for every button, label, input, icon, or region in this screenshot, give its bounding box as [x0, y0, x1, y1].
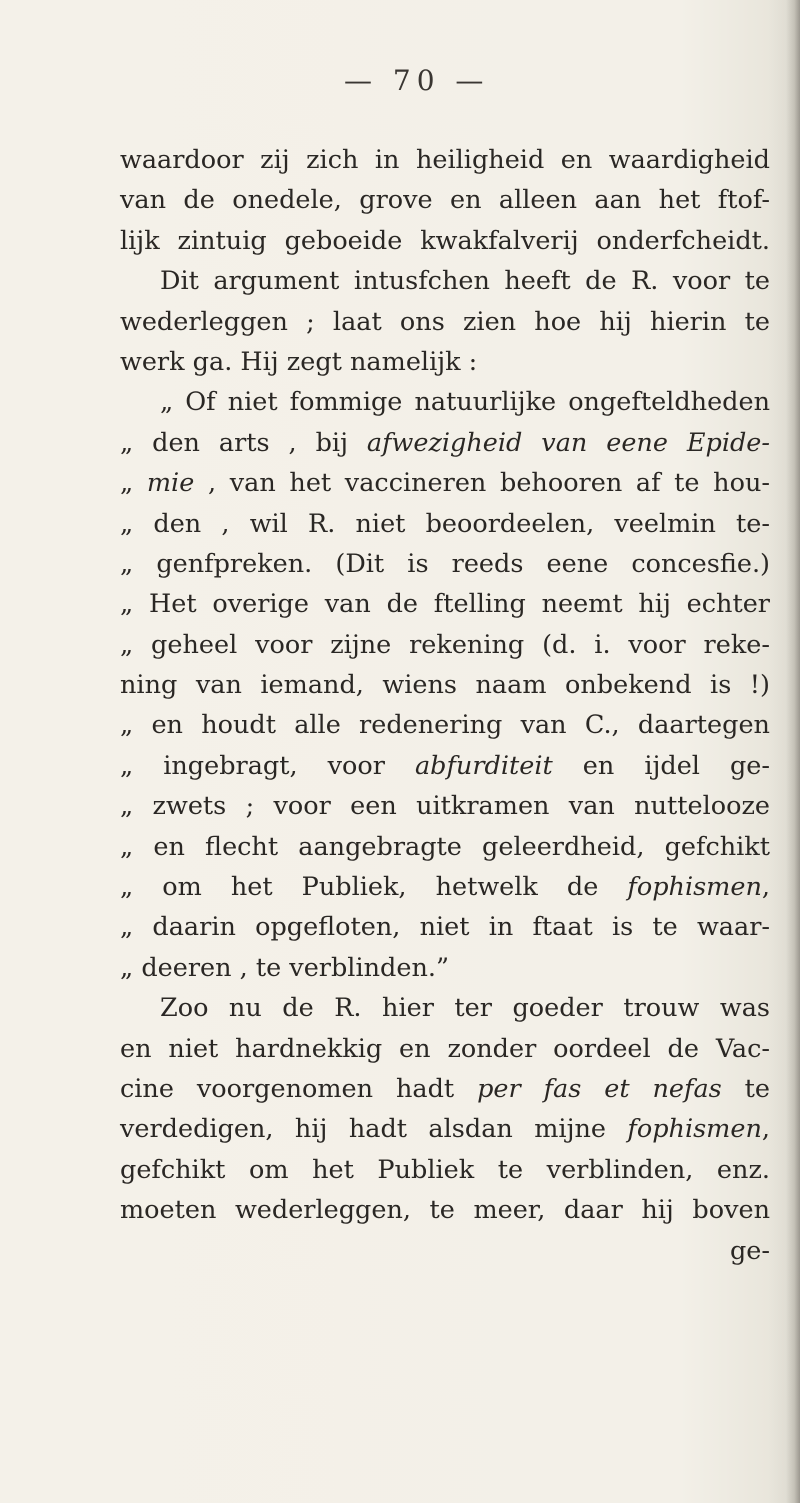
quote-line: „ den arts , bij afwezigheid van eene Epide- — [120, 427, 771, 458]
quote-line: „ mie , van het vaccineren behooren af te hou- — [120, 468, 770, 499]
text-line: gefchikt om het Publiek te verblinden, enz. — [120, 1154, 770, 1185]
quote-line: „ Het overige van de ftelling neemt hij echter — [120, 589, 770, 620]
text-line: werk ga. Hij zegt namelijk : — [120, 346, 478, 377]
text-line: van de onedele, grove en alleen aan het ftof- — [120, 185, 770, 216]
text-line: verdedigen, hij hadt alsdan mijne fophismen, — [120, 1114, 770, 1145]
quote-line: „ deeren , te verblinden.” — [120, 952, 450, 983]
text-line: cine voorgenomen hadt per fas et nefas te — [120, 1073, 770, 1104]
quote-line: „ den , wil R. niet beoordeelen, veelmin te- — [120, 508, 770, 539]
text-line: Dit argument intusfchen heeft de R. voor te — [160, 266, 770, 297]
text-line: waardoor zij zich in heiligheid en waardigheid — [120, 145, 770, 175]
quote-line: „ om het Publiek, hetwelk de fophismen, — [120, 872, 770, 903]
quote-line: „ geheel voor zijne rekening (d. i. voor reke- — [120, 629, 770, 660]
text-line: lijk zintuig geboeide kwakfalverij onderfcheidt. — [120, 225, 770, 256]
quote-line: „ zwets ; voor een uitkramen van nutteloozе — [120, 791, 770, 822]
text-line: wederleggen ; laat ons zien hoe hij hierin te — [120, 306, 770, 337]
quote-line: „ genfpreken. (Dit is reeds eene concesfie.) — [120, 548, 770, 579]
catchword: ge- — [729, 1235, 770, 1266]
body-text — [120, 140, 770, 1271]
page-edge-shadow — [786, 0, 800, 1503]
quote-line: ning van iemand, wiens naam onbekend is !) — [120, 670, 770, 701]
text-line: moeten wederleggen, te meer, daar hij boven — [120, 1195, 770, 1226]
quote-line: „ en houdt alle redenering van C., daartegen — [120, 710, 770, 741]
text-line: Zoo nu de R. hier ter goeder trouw was — [160, 993, 770, 1024]
quote-line: „ Of niet fommige natuurlijke ongefteldheden — [160, 387, 770, 418]
page-number: — 70 — — [344, 64, 490, 97]
quote-line: „ en flecht aangebragte geleerdheid, gefchikt — [120, 831, 770, 862]
quote-line: „ ingebragt, voor abfurditeit en ijdel ge- — [120, 750, 770, 781]
quote-line: „ daarin opgefloten, niet in ftaat is te waar- — [120, 912, 770, 943]
text-line: en niet hardnekkig en zonder oordeel de Vac- — [120, 1033, 770, 1064]
